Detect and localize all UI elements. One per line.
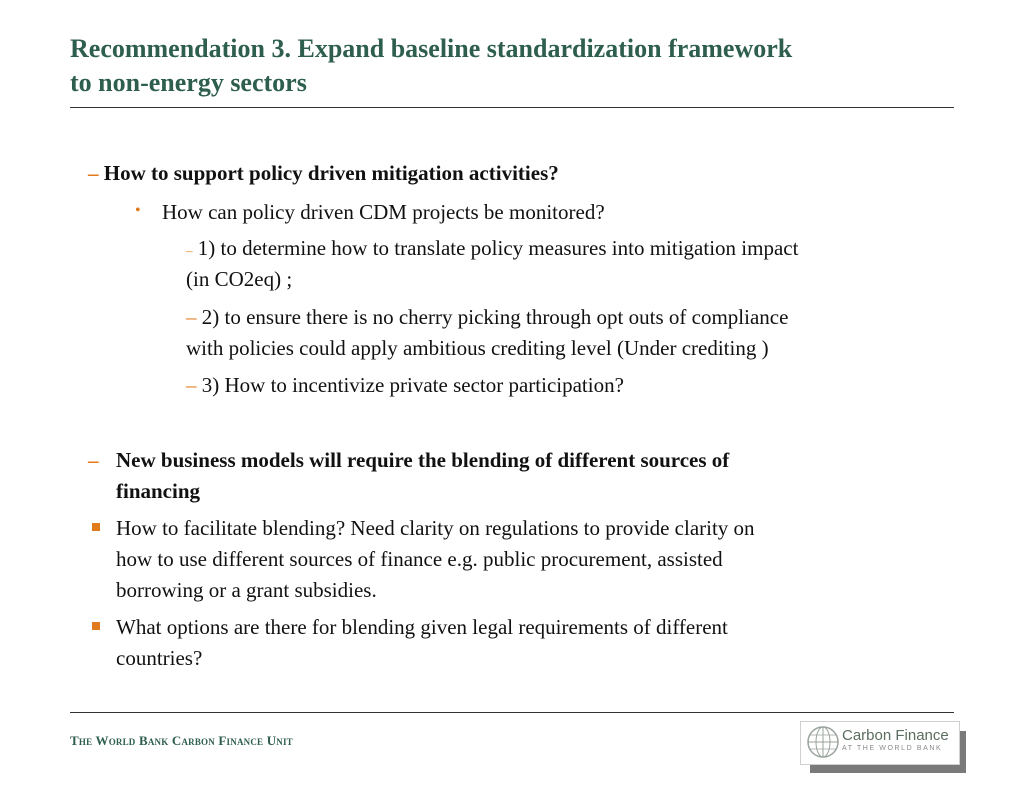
- point-2-line-2: with policies could apply ambitious crediting level (Under crediting ): [186, 336, 769, 360]
- bullet-options-line-2: countries?: [116, 646, 203, 670]
- point-2: [186, 302, 788, 333]
- title-line-1: Recommendation 3. Expand baseline standardization framework: [70, 34, 793, 63]
- bullet-blending-line-3: borrowing or a grant subsidies.: [116, 578, 377, 602]
- globe-icon: [806, 725, 840, 759]
- point-2-line-1: 2) to ensure there is no cherry picking through opt outs of compliance: [201, 305, 789, 329]
- square-bullet-icon: [92, 523, 100, 531]
- point-1: [186, 233, 798, 266]
- dash-marker: –: [88, 448, 99, 472]
- heading-business-models-line-1: New business models will require the blending of different sources of: [116, 448, 730, 472]
- bullet-icon: •: [135, 202, 141, 219]
- heading-business-models-line-2: financing: [116, 479, 201, 503]
- bullet-blending-line-2: how to use different sources of finance e.g. public procurement, assisted: [116, 547, 723, 571]
- point-1-line-2: (in CO2eq) ;: [186, 267, 293, 291]
- title-divider: [70, 107, 954, 108]
- logo-title: Carbon Finance: [842, 727, 949, 744]
- dash-marker: –: [88, 161, 99, 185]
- dash-marker: –: [186, 305, 197, 329]
- slide-title: [70, 32, 960, 100]
- bullet-blending-line-1: How to facilitate blending? Need clarity on regulations to provide clarity on: [116, 516, 755, 540]
- dash-marker: –: [186, 373, 197, 397]
- square-bullet-icon: [92, 622, 100, 630]
- footer-org-name: The World Bank Carbon Finance Unit: [70, 733, 293, 748]
- dash-marker: –: [186, 243, 193, 258]
- heading-text: How to support policy driven mitigation activities?: [103, 161, 559, 185]
- point-3: [186, 370, 624, 401]
- point-3-line-1: 3) How to incentivize private sector participation?: [201, 373, 624, 397]
- heading-policy-mitigation: [88, 158, 559, 189]
- title-line-2: to non-energy sectors: [70, 68, 307, 97]
- sub-bullet-monitoring: How can policy driven CDM projects be monitored?: [162, 200, 605, 224]
- point-1-line-1: 1) to determine how to translate policy measures into mitigation impact: [197, 236, 799, 260]
- bullet-options-line-1: What options are there for blending given legal requirements of different: [116, 615, 728, 639]
- footer-divider: [70, 712, 954, 713]
- logo-subtitle: AT THE WORLD BANK: [842, 745, 943, 752]
